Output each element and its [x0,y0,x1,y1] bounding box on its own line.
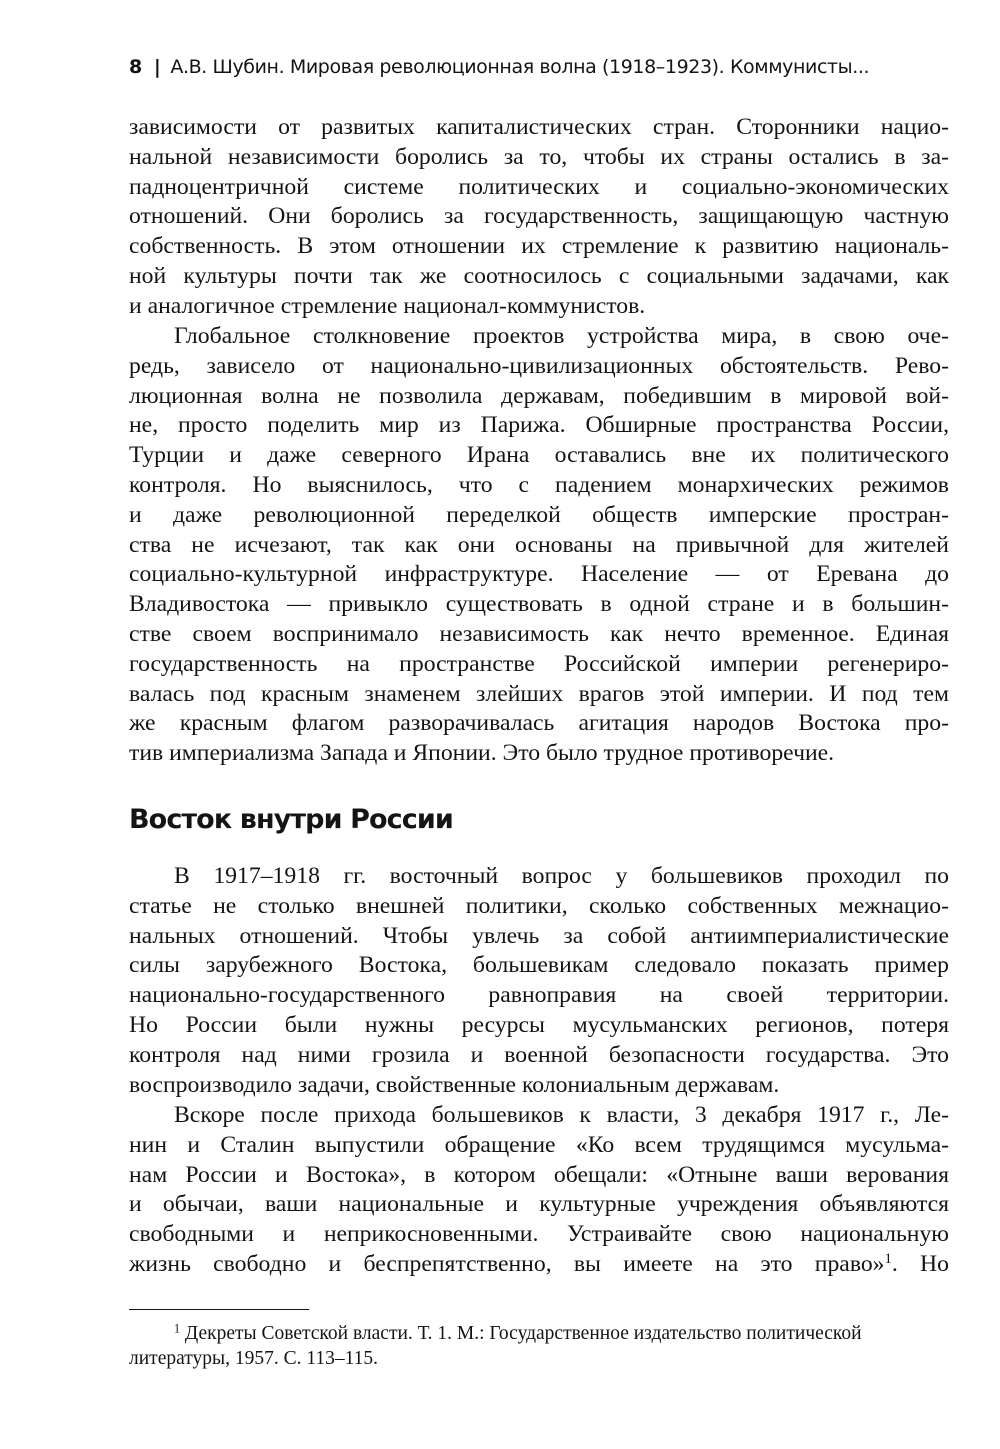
text-fragment: жизнь свободно и беспрепятственно, вы имеете на это право» [129,1250,885,1277]
text-line: нальной независимости боролись за то, чтобы их страны остались в за- [129,143,949,170]
text-line: национально-государственного равноправия на своей территории. [129,982,949,1009]
text-line: валась под красным знаменем злейших врагов этой империи. И под тем [129,680,949,707]
running-head [129,54,949,80]
text-line: и аналогичное стремление национал-коммунистов. [129,292,646,319]
header-separator: | [153,56,161,78]
text-line: собственность. В этом отношении их стремление к развитию националь- [129,233,949,260]
text-line: Но России были нужны ресурсы мусульманских регионов, потеря [129,1011,949,1038]
text-line: Владивостока — привыкло существовать в одной стране и в большин- [129,591,949,618]
text-line: контроля над ними грозила и военной безопасности государства. Это [129,1041,949,1068]
text-line: свободными и неприкосновенными. Устраивайте свою национальную [129,1221,949,1248]
text-line: силы зарубежного Востока, большевикам следовало показать пример [129,952,949,979]
text-line: нальных отношений. Чтобы увлечь за собой антиимпериалистические [129,922,949,949]
text-line: падноцентричной системе политических и социально-экономических [129,173,949,200]
page-number: 8 [129,56,142,78]
paragraph-eastern-question [129,862,949,1100]
text-line: нам России и Востока», в котором обещали: «Отныне ваши верования [129,1161,949,1188]
text-line: не, просто поделить мир из Парижа. Обширные пространства России, [129,412,949,439]
text-line: воспроизводило задачи, свойственные колониальным державам. [129,1071,780,1098]
text-line: В 1917–1918 гг. восточный вопрос у большевиков проходил по [174,863,949,889]
text-line: редь, зависело от национально-цивилизационных обстоятельств. Рево- [129,352,949,379]
text-line: зависимости от развитых капиталистических стран. Сторонники нацио- [129,114,949,140]
text-line: нин и Сталин выпустили обращение «Ко всем трудящимся мусульма- [129,1131,949,1158]
text-line: ства не исчезают, так как они основаны на привычной для жителей [129,531,949,558]
text-fragment: . Но [891,1250,949,1277]
text-line: Глобальное столкновение проектов устройства мира, в свою оче- [174,323,949,349]
text-line: Турции и даже северного Ирана оставались вне их политического [129,442,949,469]
paragraph-appeal [129,1101,949,1280]
paragraph-continuation [129,113,949,322]
footnote [129,1321,949,1371]
text-line: статье не столько внешней политики, сколько собственных межнацио- [129,892,949,919]
footnote-line: литературы, 1957. С. 113–115. [129,1348,379,1369]
footnote-divider [129,1309,309,1310]
section-heading: Восток внутри России [129,804,453,835]
paragraph-global-clash [129,322,949,769]
footnote-reference[interactable]: 1 [884,1250,892,1267]
text-line: люционная волна не позволила державам, победившим в мировой вой- [129,382,949,409]
text-line [129,1250,949,1280]
text-line: ной культуры почти так же соотносилось с социальными задачами, как [129,262,949,289]
text-line: же красным флагом разворачивалась агитация народов Востока про- [129,710,949,737]
footnote-text: Декреты Советской власти. Т. 1. М.: Государственное издательство политической [180,1323,862,1344]
text-line: тив империализма Запада и Японии. Это было трудное противоречие. [129,740,835,767]
text-line: социально-культурной инфраструктуре. Население — от Еревана до [129,561,949,588]
footnote-number: 1 [174,1321,181,1336]
text-line: и даже революционной переделкой обществ имперские простран- [129,501,949,528]
footnote-line [129,1321,949,1346]
text-line: стве своем воспринимало независимость как нечто временное. Единая [129,620,949,647]
text-line: государственность на пространстве Российской империи регенериро- [129,650,949,677]
text-line: и обычаи, ваши национальные и культурные учреждения объявляются [129,1191,949,1218]
text-line: отношений. Они боролись за государственность, защищающую частную [129,203,949,230]
text-line: контроля. Но выяснилось, что с падением монархических режимов [129,471,949,498]
text-line: Вскоре после прихода большевиков к власти, 3 декабря 1917 г., Ле- [174,1102,949,1128]
running-title: А.В. Шубин. Мировая революционная волна (1918–1923). Коммунисты... [170,56,870,78]
